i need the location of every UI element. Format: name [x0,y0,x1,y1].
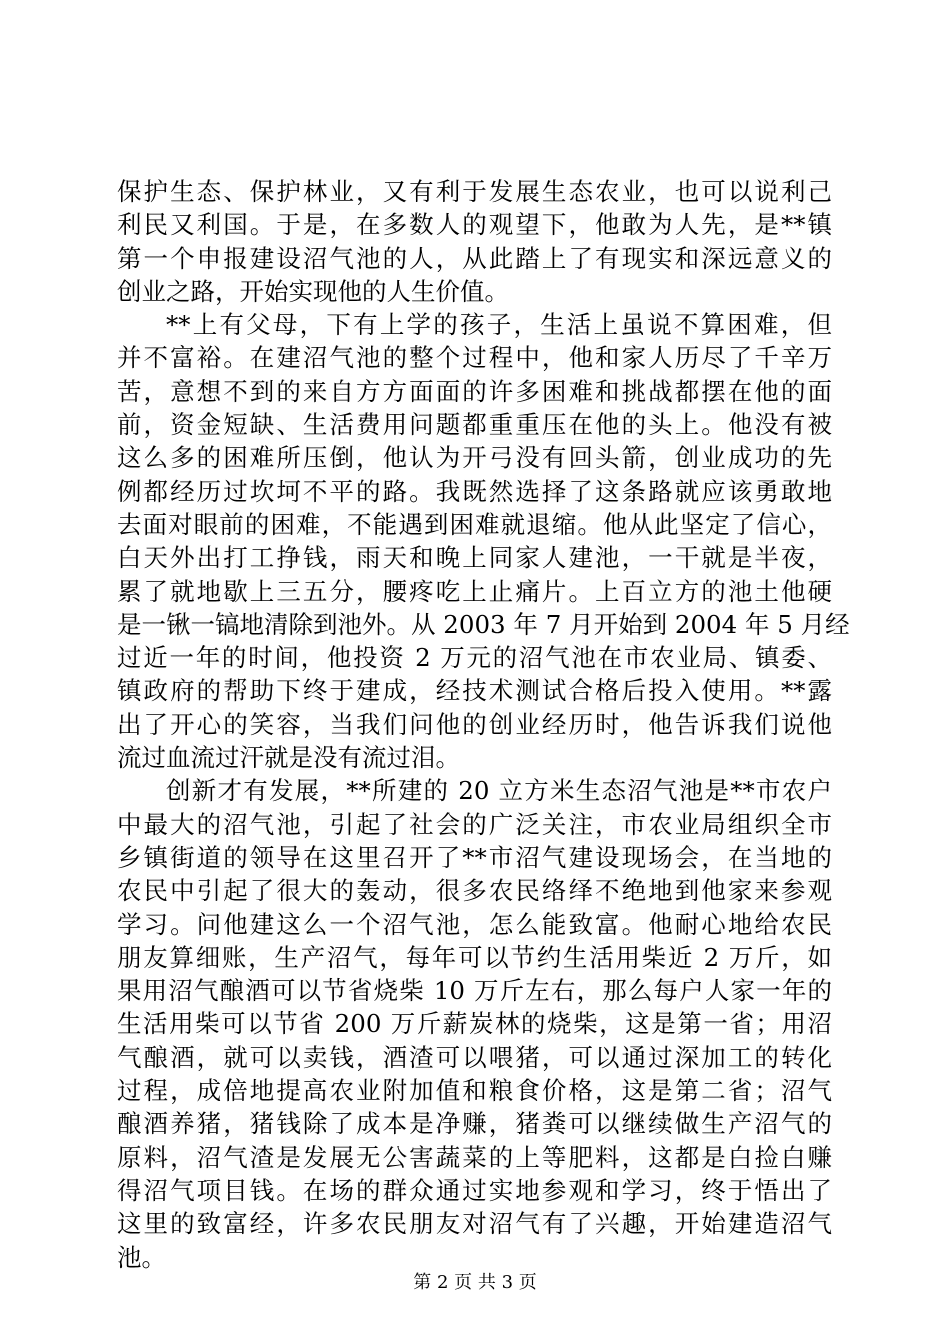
text-line: 累了就地歇上三五分，腰疼吃上止痛片。上百立方的池土他硬 [117,576,832,606]
text-line: 保护生态、保护林业，又有利于发展生态农业，也可以说利己 [117,177,832,206]
text-line: **上有父母，下有上学的孩子，生活上虽说不算困难，但 [166,310,832,340]
text-line: 创新才有发展，**所建的 20 立方米生态沼气池是**市农户 [166,776,832,806]
text-line: 得沼气项目钱。在场的群众通过实地参观和学习，终于悟出了 [117,1175,832,1205]
text-line: 利民又利国。于是，在多数人的观望下，他敢为人先，是**镇 [117,210,832,240]
text-line: 过程，成倍地提高农业附加值和粮食价格，这是第二省；沼气 [117,1076,832,1106]
text-line: 池。 [117,1242,166,1272]
text-line: 这里的致富经，许多农民朋友对沼气有了兴趣，开始建造沼气 [117,1209,832,1239]
text-line: 过近一年的时间，他投资 2 万元的沼气池在市农业局、镇委、 [117,643,832,673]
text-line: 这么多的困难所压倒，他认为开弓没有回头箭，创业成功的先 [117,443,832,473]
text-line: 中最大的沼气池，引起了社会的广泛关注，市农业局组织全市 [117,809,832,839]
text-line: 气酿酒，就可以卖钱，酒渣可以喂猪，可以通过深加工的转化 [117,1042,832,1072]
text-line: 出了开心的笑容，当我们问他的创业经历时，他告诉我们说他 [117,709,832,739]
text-line: 酿酒养猪，猪钱除了成本是净赚，猪粪可以继续做生产沼气的 [117,1109,832,1139]
text-line: 流过血流过汗就是没有流过泪。 [117,743,460,773]
text-line: 并不富裕。在建沼气池的整个过程中，他和家人历尽了千辛万 [117,343,832,373]
text-line: 果用沼气酿酒可以节省烧柴 10 万斤左右，那么每户人家一年的 [117,976,832,1006]
text-line: 原料，沼气渣是发展无公害蔬菜的上等肥料，这都是白捡白赚 [117,1142,832,1172]
text-line: 是一锹一镐地清除到池外。从 2003 年 7 月开始到 2004 年 5 月经 [117,609,850,639]
body-text [117,175,850,1274]
text-line: 朋友算细账，生产沼气，每年可以节约生活用柴近 2 万斤，如 [117,942,832,972]
text-line: 乡镇街道的领导在这里召开了**市沼气建设现场会，在当地的 [117,842,832,872]
text-line: 生活用柴可以节省 200 万斤薪炭林的烧柴，这是第一省；用沼 [117,1009,832,1039]
text-line: 农民中引起了很大的轰动，很多农民络绎不绝地到他家来参观 [117,876,832,906]
text-line: 前，资金短缺、生活费用问题都重重压在他的头上。他没有被 [117,410,832,440]
text-line: 第一个申报建设沼气池的人，从此踏上了有现实和深远意义的 [117,243,832,273]
text-line: 例都经历过坎坷不平的路。我既然选择了这条路就应该勇敢地 [117,476,832,506]
text-line: 学习。问他建这么一个沼气池，怎么能致富。他耐心地给农民 [117,909,832,939]
text-line: 苦，意想不到的来自方方面面的许多困难和挑战都摆在他的面 [117,376,832,406]
page-footer: 第 2 页 共 3 页 [413,1272,537,1293]
text-line: 去面对眼前的困难，不能遇到困难就退缩。他从此坚定了信心， [117,509,832,539]
text-line: 创业之路，开始实现他的人生价值。 [117,276,509,306]
text-line: 镇政府的帮助下终于建成，经技术测试合格后投入使用。**露 [117,676,832,706]
text-line: 白天外出打工挣钱，雨天和晚上同家人建池，一干就是半夜， [117,543,832,573]
